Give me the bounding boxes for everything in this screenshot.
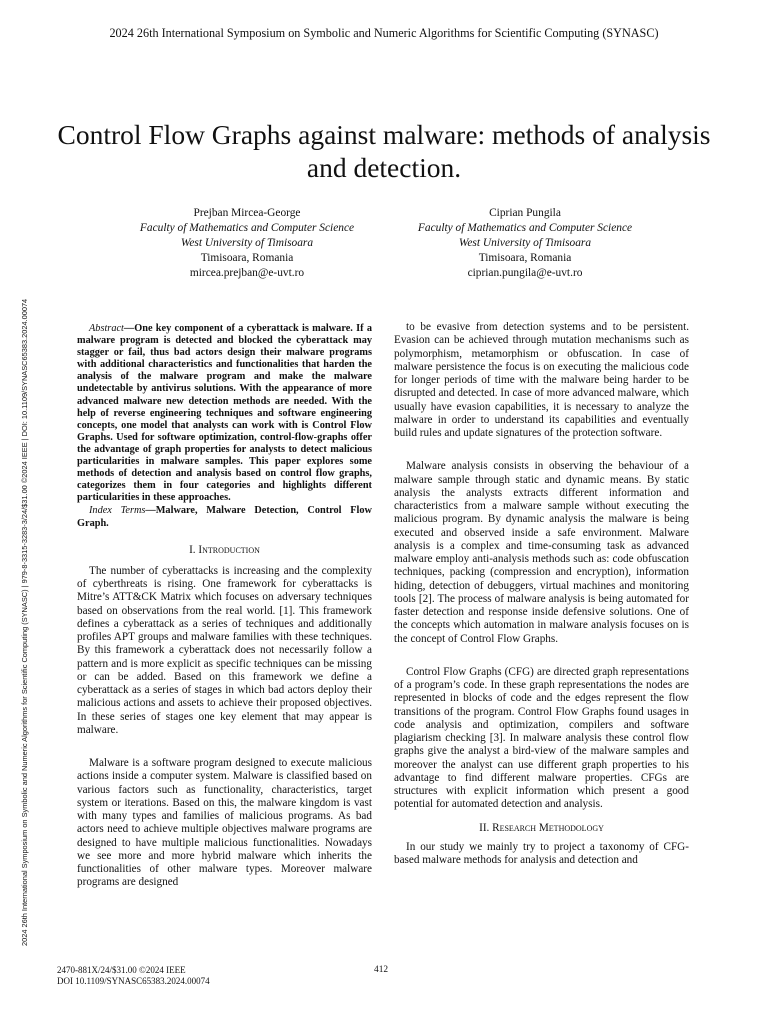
author-location: Timisoara, Romania	[200, 252, 294, 264]
author-email[interactable]: mircea.prejban@e-uvt.ro	[189, 267, 305, 279]
paper-title: Control Flow Graphs against malware: methods of analysis and detection.	[57, 119, 711, 183]
author-university: West University of Timisoara	[458, 237, 592, 249]
body-paragraph: to be evasive from detection systems and to be persistent. Evasion can be achieved through mutation mechanisms such as polymorphism, metamorphism or obfuscation. In case of malware persistence the focus is on executing the malicious code for longer periods of time with the malware being harder to be disrupted and detected. In case of more advanced malware, which usually have evasion capabilities, it is necessary to analyze the malware in order to understand its capabilities and eventually build rules and update signatures of the protection software.	[394, 321, 689, 439]
index-terms-text: —Malware, Malware Detection, Control Flow Graph.	[77, 505, 372, 529]
footer-publication-info	[57, 965, 210, 987]
page-number: 412	[374, 965, 389, 975]
abstract	[77, 323, 372, 504]
right-column	[394, 321, 689, 867]
body-paragraph: Malware analysis consists in observing the behaviour of a malware sample through static and dynamic means. By static analysis the analysts extracts different information and characteristics from a malware sample without executing the malicious program. By dynamic analysis the malware is being executed and observed inside a safe environment. Malware analysis is a complex and time-consuming task as advanced malware employ anti-analysis methods such as: code obfuscation techniques, packing (compression and encryption), information hiding, detection of debuggers, virtual machines and monitoring tools [2]. The process of malware analysis is being automated for faster detection and response inside defensive solutions. One of the concepts which automation in malware analysis focuses on is the concept of Control Flow Graphs.	[394, 460, 689, 645]
side-copyright-stamp: 2024 26th International Symposium on Symbolic and Numeric Algorithms for Scientific Computing (SYNASC) | 979-8-3315-3283-3/24/$31.00 ©2024 IEEE | DOI: 10.1109/SYNASC65383.2024.00074	[20, 298, 29, 946]
author-university: West University of Timisoara	[180, 237, 314, 249]
abstract-lead: Abstract	[89, 323, 124, 334]
author-location: Timisoara, Romania	[478, 252, 572, 264]
author-faculty: Faculty of Mathematics and Computer Science	[417, 222, 633, 234]
author-email[interactable]: ciprian.pungila@e-uvt.ro	[467, 267, 583, 279]
author-name: Ciprian Pungila	[489, 207, 561, 219]
author-faculty: Faculty of Mathematics and Computer Science	[139, 222, 355, 234]
body-paragraph: Malware is a software program designed to execute malicious actions inside a computer system. Malware is classified based on various factors such as functionality, characteristics, target system or iterations. Based on this, the malware kingdom is vast with many types and families of malicious programs. As bad actors need to achieve multiple objectives malware programs are designed to have multiple malicious functionalities. Nowadays we see more and more hybrid malware which inherits the functionalities of other malware types. Moreover malware programs are designed	[77, 757, 372, 889]
body-paragraph: Control Flow Graphs (CFG) are directed graph representations of a program’s code. In these graph representations the nodes are represented in blocks of code and the edges represent the flow transitions of the program. Control Flow Graphs found usages in code analysis and optimization, compilers and software plagiarism checking [3]. In malware analysis these control flow graphs give the analyst a bird-view of the malware samples and moreover the analyst can use different graph properties to his advantage to find different malware properties. CFGs are structures with explicit information which present a good potential for automated detection and analysis.	[394, 665, 689, 811]
conference-header: 2024 26th International Symposium on Symbolic and Numeric Algorithms for Scientific Computing (SYNASC)	[109, 26, 659, 40]
section-heading-research-methodology: II. Research Methodology	[479, 821, 604, 834]
footer-doi: DOI 10.1109/SYNASC65383.2024.00074	[57, 976, 210, 986]
author-block-1	[102, 206, 392, 281]
author-block-2	[380, 206, 670, 281]
author-name: Prejban Mircea-George	[193, 207, 301, 219]
index-terms	[77, 505, 372, 529]
footer-issn: 2470-881X/24/$31.00 ©2024 IEEE	[57, 965, 186, 975]
abstract-text: —One key component of a cyberattack is malware. If a malware program is detected and blocked the cyberattack may stagger or fail, thus bad actors design their malware programs with additional characteristics and functionalities that harden the analysis of the malware program and make the malware undetectable by antivirus solutions. With the appearance of more advanced malware new detection methods are needed. With the help of reverse engineering techniques and software engineering concepts, one model that analysts can work with is Control Flow Graphs. Used for software optimization, control-flow-graphs offer the advantage of graph properties for analysts to detect malicious particularities in malware samples. This paper explores some methods of detection and analysis based on control flow graphs, categorizes them in four categories and highlights different particularities in these approaches.	[77, 323, 372, 504]
section-heading-introduction: I. Introduction	[189, 543, 260, 556]
left-column	[77, 321, 372, 890]
body-paragraph: In our study we mainly try to project a taxonomy of CFG-based malware methods for analysis and detection and	[394, 840, 689, 866]
body-paragraph: The number of cyberattacks is increasing and the complexity of cyberthreats is rising. One framework for cyberattacks is Mitre’s ATT&CK Matrix which focuses on adversary techniques based on observations from the real world. [1]. This framework defines a cyberattack as a series of techniques and additionally profiles APT groups and malware families with these techniques. By this framework a cyberattack does not necessarily follow a pattern and is more explicit as specific techniques can be missing or can be added. Based on this framework we define a cyberattack as a series of stages in which bad actors deploy their malicious actions and assets to achieve their proposed objectives. In these series of stages one key element that may appear is malware.	[77, 564, 372, 736]
index-terms-lead: Index Terms	[89, 505, 146, 517]
